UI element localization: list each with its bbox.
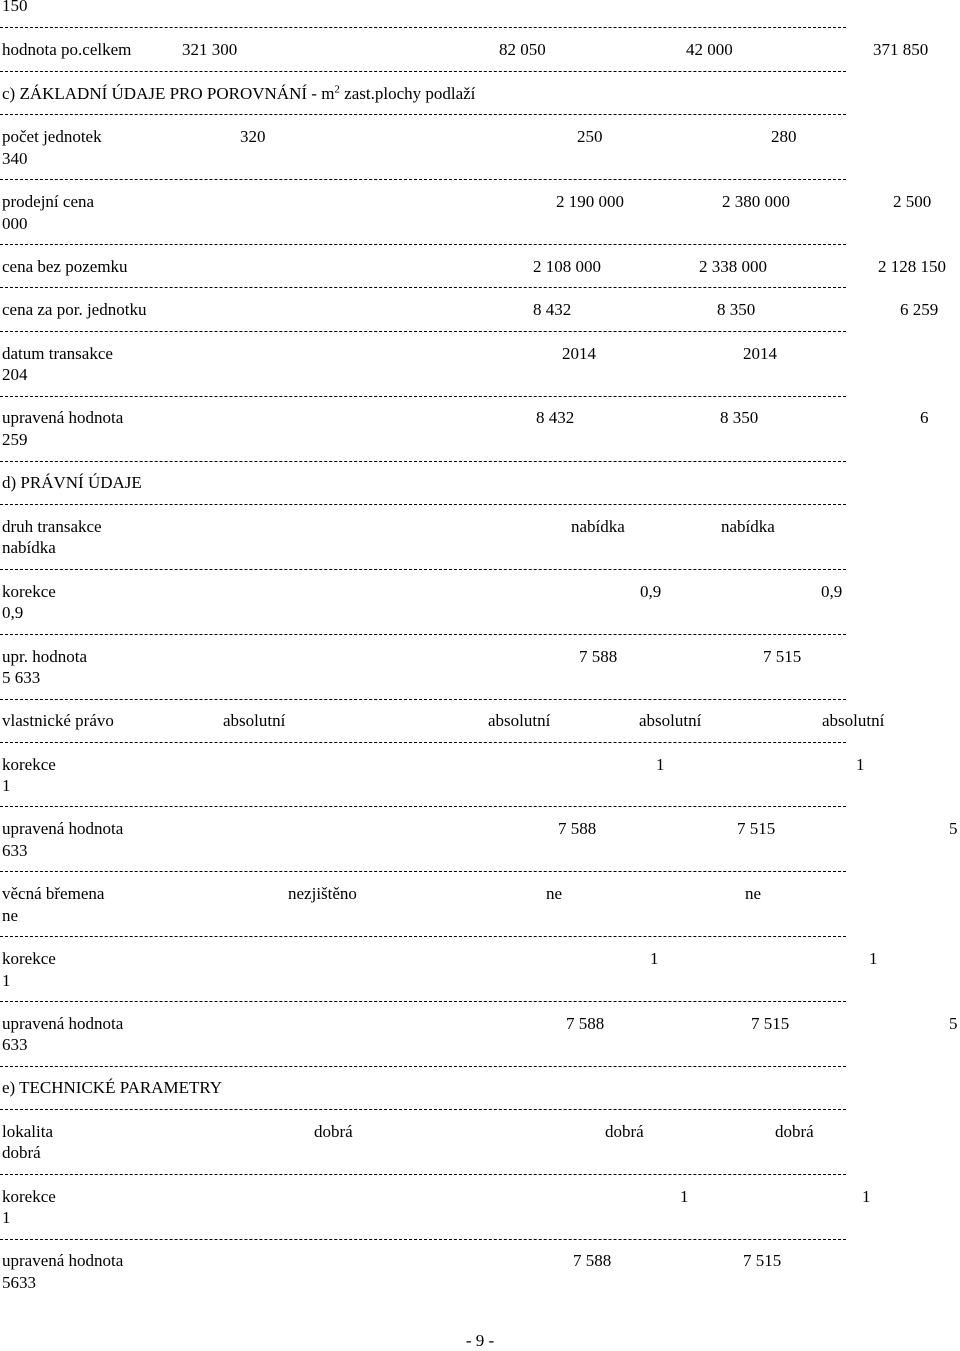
row-label-upravena-hodnota: upravená hodnota	[2, 408, 124, 427]
value-cell: 2 190 000	[556, 192, 624, 211]
row-label-lokalita: lokalita	[2, 1122, 53, 1141]
value-cell: absolutní	[639, 711, 702, 730]
separator-line	[0, 871, 846, 872]
value-cell: 2 128 150	[878, 257, 946, 276]
value-cell: 1	[656, 755, 665, 774]
value-cell-wrapped: 0,9	[2, 603, 24, 622]
value-cell-wrapped: ne	[2, 906, 19, 925]
value-cell: 7 515	[763, 647, 802, 666]
value-cell-wrapped: 340	[2, 149, 28, 168]
row-label-korekce: korekce	[2, 755, 56, 774]
row-label-korekce: korekce	[2, 582, 56, 601]
value-cell: 1	[869, 949, 878, 968]
section-heading-c: c) ZÁKLADNÍ ÚDAJE PRO POROVNÁNÍ - $m^2$ zast.plochy podlaží	[2, 83, 476, 103]
value-cell-wrapped: 1	[2, 776, 11, 795]
value-cell: nabídka	[571, 517, 625, 536]
separator-line	[0, 1174, 846, 1175]
value-cell-wrapped: 5 633	[2, 668, 41, 687]
value-cell: 7 588	[566, 1014, 605, 1033]
separator-line	[0, 806, 846, 807]
row-label-vecna-bremena: věcná břemena	[2, 884, 105, 903]
value-cell: 2014	[743, 344, 777, 363]
row-label-datum-transakce: datum transakce	[2, 344, 113, 363]
value-cell-wrapped: 204	[2, 365, 28, 384]
value-cell: nezjištěno	[288, 884, 357, 903]
separator-line	[0, 244, 846, 245]
section-heading-d: d) PRÁVNÍ ÚDAJE	[2, 473, 142, 492]
value-cell: 8 350	[717, 300, 756, 319]
value-cell: 0,9	[640, 582, 662, 601]
separator-line	[0, 1109, 846, 1110]
separator-line	[0, 1001, 846, 1002]
value-cell: 2 500	[893, 192, 932, 211]
row-label-vlastnicke-pravo: vlastnické právo	[2, 711, 114, 730]
value-cell: 2 338 000	[699, 257, 767, 276]
row-label-upravena-hodnota: upravená hodnota	[2, 819, 124, 838]
separator-line	[0, 331, 846, 332]
value-cell: 82 050	[499, 40, 546, 59]
value-cell: absolutní	[488, 711, 551, 730]
value-cell: 6	[920, 408, 929, 427]
separator-line	[0, 287, 846, 288]
value-cell-wrapped: 1	[2, 1208, 11, 1227]
row-label-upravena-hodnota: upravená hodnota	[2, 1014, 124, 1033]
value-cell-wrapped: 000	[2, 214, 28, 233]
row-label-upr-hodnota: upr. hodnota	[2, 647, 87, 666]
value-cell: 7 515	[737, 819, 776, 838]
value-cell: ne	[745, 884, 762, 903]
value-cell: 42 000	[686, 40, 733, 59]
value-cell: 1	[650, 949, 659, 968]
row-label-prodejni-cena: prodejní cena	[2, 192, 95, 211]
value-cell: 2 380 000	[722, 192, 790, 211]
value-cell: 371 850	[873, 40, 929, 59]
separator-line	[0, 396, 846, 397]
value-cell: 2 108 000	[533, 257, 601, 276]
row-label-upravena-hodnota: upravená hodnota	[2, 1251, 124, 1270]
value-cell: 5	[949, 1014, 958, 1033]
row-label-druh-transakce: druh transakce	[2, 517, 102, 536]
value-cell: 280	[771, 127, 797, 146]
row-label-cena-bez-pozemku: cena bez pozemku	[2, 257, 128, 276]
separator-line	[0, 27, 846, 28]
separator-line	[0, 569, 846, 570]
separator-line	[0, 936, 846, 937]
row-label-korekce: korekce	[2, 1187, 56, 1206]
section-heading-e: e) TECHNICKÉ PARAMETRY	[2, 1078, 223, 1097]
value-cell: 1	[680, 1187, 689, 1206]
value-cell-wrapped: 259	[2, 430, 28, 449]
value-cell: 7 588	[573, 1251, 612, 1270]
value-cell: absolutní	[822, 711, 885, 730]
row-label-pocet-jednotek: počet jednotek	[2, 127, 102, 146]
separator-line	[0, 1239, 846, 1240]
value-cell: 1	[856, 755, 865, 774]
value-cell: 321 300	[182, 40, 238, 59]
value-cell-wrapped: 633	[2, 841, 28, 860]
value-cell-wrapped: 1	[2, 971, 11, 990]
separator-line	[0, 742, 846, 743]
value-cell: absolutní	[223, 711, 286, 730]
value-cell: 250	[577, 127, 603, 146]
prev-page-fragment: 150	[2, 0, 28, 15]
value-cell: 6 259	[900, 300, 939, 319]
page-number: - 9 -	[465, 1331, 495, 1350]
separator-line	[0, 504, 846, 505]
value-cell-wrapped: 5633	[2, 1273, 36, 1292]
value-cell: 7 588	[579, 647, 618, 666]
separator-line	[0, 179, 846, 180]
value-cell: 2014	[562, 344, 596, 363]
row-label-korekce: korekce	[2, 949, 56, 968]
value-cell: 320	[240, 127, 266, 146]
value-cell: 7 515	[743, 1251, 782, 1270]
separator-line	[0, 634, 846, 635]
separator-line	[0, 71, 846, 72]
value-cell: 1	[862, 1187, 871, 1206]
value-cell: dobrá	[775, 1122, 814, 1141]
separator-line	[0, 461, 846, 462]
value-cell-wrapped: 633	[2, 1035, 28, 1054]
row-label-hodnota-po-celkem: hodnota po.celkem	[2, 40, 132, 59]
value-cell: nabídka	[721, 517, 775, 536]
separator-line	[0, 699, 846, 700]
value-cell: 7 588	[558, 819, 597, 838]
value-cell: dobrá	[314, 1122, 353, 1141]
value-cell: 8 432	[536, 408, 575, 427]
value-cell-wrapped: nabídka	[2, 538, 56, 557]
separator-line	[0, 114, 846, 115]
value-cell: 8 350	[720, 408, 759, 427]
value-cell: 8 432	[533, 300, 572, 319]
value-cell: dobrá	[605, 1122, 644, 1141]
separator-line	[0, 1066, 846, 1067]
value-cell: 0,9	[821, 582, 843, 601]
value-cell: 7 515	[751, 1014, 790, 1033]
value-cell: 5	[949, 819, 958, 838]
row-label-cena-za-por-jednotku: cena za por. jednotku	[2, 300, 147, 319]
value-cell: ne	[546, 884, 563, 903]
value-cell-wrapped: dobrá	[2, 1143, 41, 1162]
